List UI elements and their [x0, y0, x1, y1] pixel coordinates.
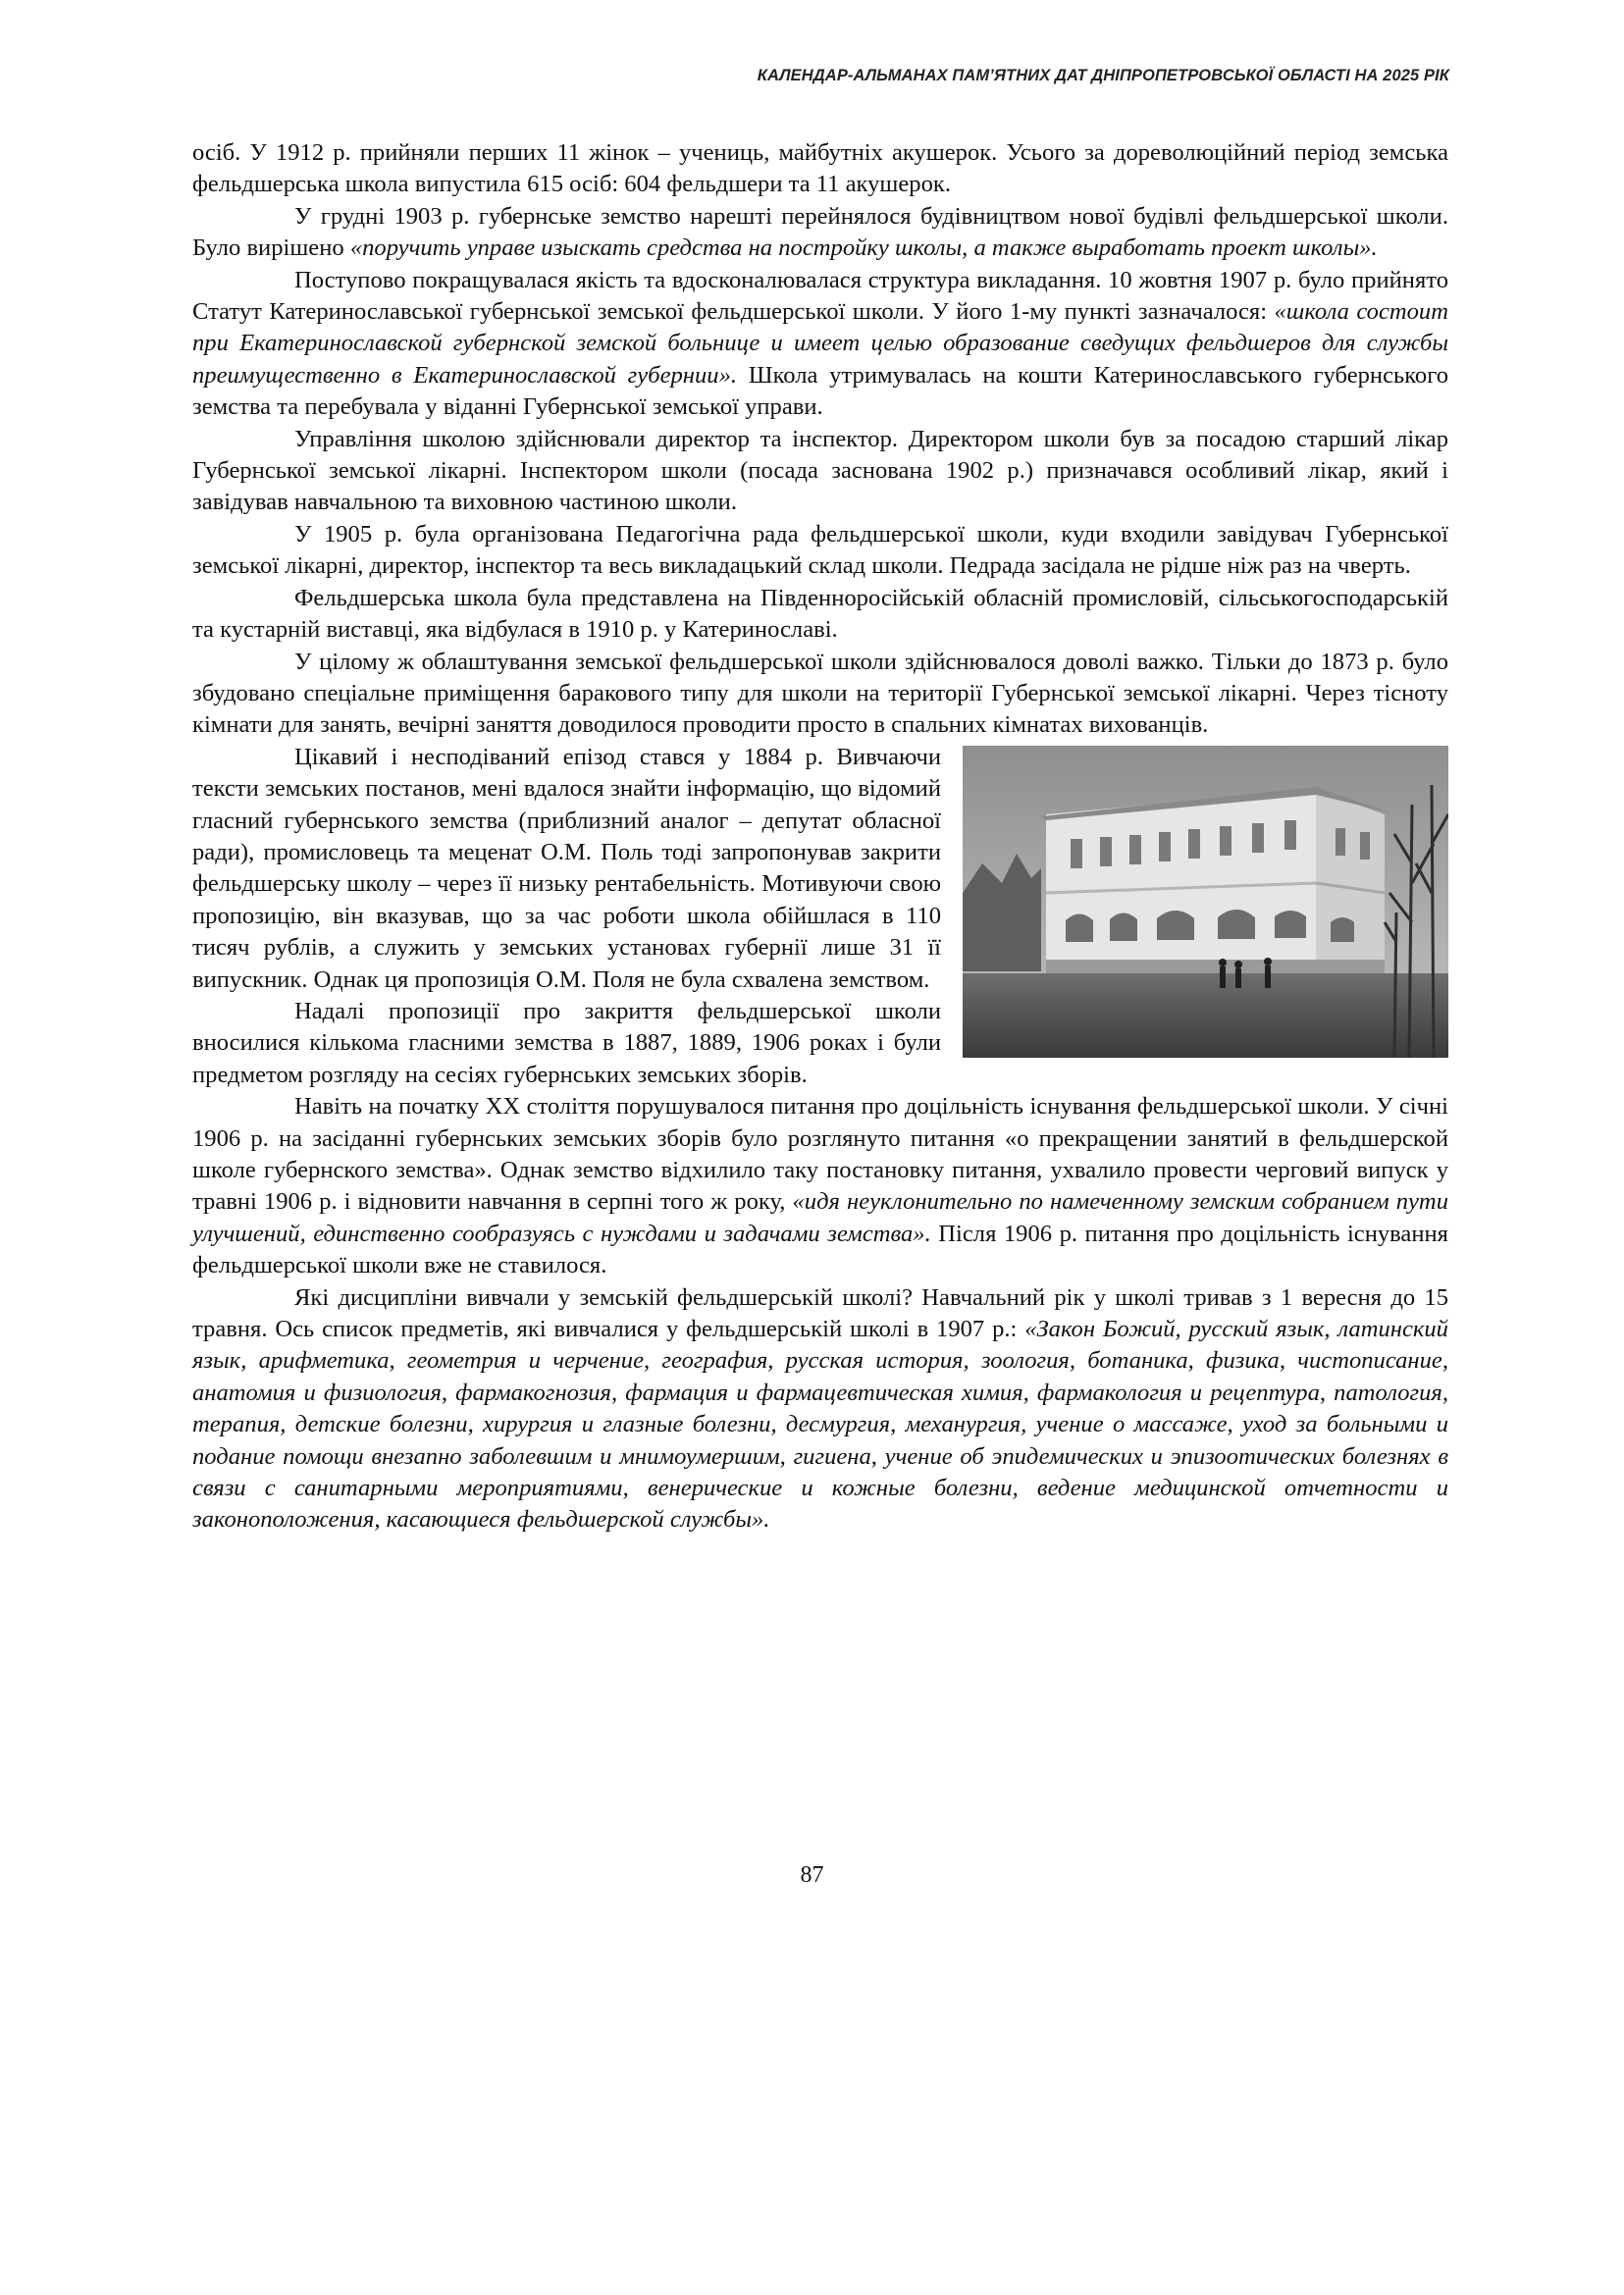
paragraph-6: Фельдшерська школа була представлена на Південноросійській обласній промисловій, сільськогосподарській та кустарній виставці, яка відбулася в 1910 р. у Катеринославі.: [192, 584, 1448, 644]
paragraph-5: У 1905 р. була організована Педагогічна рада фельдшерської школи, куди входили завідувач Губернської земської лікарні, директор, інспектор та весь викладацький склад школи. Педрада засідала не рідше ніж раз на чверть.: [192, 520, 1448, 580]
paragraph-2-quote: «поручить управе изыскать средства на постройку школы, а также выработать проект школы».: [349, 235, 1378, 262]
paragraph-3: [192, 265, 1448, 424]
paragraph-4: Управління школою здійснювали директор та інспектор. Директором школи був за посадою старший лікар Губернської земської лікарні. Інспектором школи (посада заснована 1902 р.) призначався особливий лікар, який і завідував навчальною та виховною частиною школи.: [192, 425, 1448, 516]
paragraph-10-text-b: Після 1906 р. питання про доцільність існування фельдшерської школи вже не ставилося.: [192, 1220, 1448, 1279]
paragraph-10: [192, 1091, 1448, 1281]
paragraph-3-text-b: Школа утримувалась на кошти Катеринославського губернського земства та перебувала у віданні Губернської земської управи.: [192, 361, 1448, 421]
paragraph-11-quote: «Закон Божий, русский язык, латинский язык, арифметика, геометрия и черчение, география, русская история, зоология, ботаника, физика, чистописание, анатомия и физиология, фармакогнозия, фармация и фармацевтическая химия, фармакология и рецептура, патология, терапия, детские болезни, хирургия и глазные болезни, десмургия, механургия, учение о массаже, уход за больными и подание помощи внезапно заболевшим и мнимоумершим, гигиена, учение об эпидемических и эпизоотических болезнях в связи с санитарными мероприятиями, венерические и кожные болезни, ведение медицинской отчетности и законоположения, касающиеся фельдшерской службы».: [192, 1316, 1448, 1534]
paragraph-3-quote: «школа состоит при Екатеринославской губернской земской больнице и имеет целью образование сведущих фельдшеров для службы преимущественно в Екатеринославской губернии».: [192, 298, 1448, 389]
paragraph-10-quote: «идя неуклонительно по намеченному земским собранием пути улучшений, единственно сообразуясь с нуждами и задачами земства».: [192, 1188, 1448, 1247]
paragraph-7: У цілому ж облаштування земської фельдшерської школи здійснювалося доволі важко. Тільки до 1873 р. було збудовано спеціальне приміщення баракового типу для школи на території Губернської земської лікарні. Через тісноту кімнати для занять, вечірні заняття доводилося проводити просто в спальних кімнатах вихованців.: [192, 648, 1448, 739]
article-body: [192, 137, 1448, 1537]
paragraph-2: [192, 201, 1448, 265]
paragraph-9: Надалі пропозиції про закриття фельдшерської школи вносилися кількома гласними земства в 1887, 1889, 1906 роках і були предметом розгляду на сесіях губернських земських зборів.: [192, 997, 941, 1088]
paragraph-8: Цікавий і несподіваний епізод стався у 1884 р. Вивчаючи тексти земських постанов, мені вдалося знайти інформацію, що відомий гласний губернського земства (приблизний аналог – депутат обласної ради), промисловець та меценат О.М. Поль тоді запропонував закрити фельдшерську школу – через її низьку рентабельність. Мотивуючи свою пропозицію, він вказував, що за час роботи школа обійшлася в 110 тисяч рублів, а служить у земських установах губернії лише 31 її випускник. Однак ця пропозиція О.М. Поля не була схвалена земством.: [192, 743, 941, 993]
paragraph-3-text-a: Поступово покращувалася якість та вдосконалювалася структура викладання. 10 жовтня 1907 р. було прийнято Статут Катеринославської губернської земської фельдшерської школи. У його 1-му пункті зазначалося:: [192, 266, 1448, 326]
paragraph-11-text: Які дисципліни вивчали у земській фельдшерській школі? Навчальний рік у школі тривав з 1 вересня до 15 травня. Ось список предметів, які вивчалися у фельдшерській школі в 1907 р.:: [192, 1283, 1448, 1343]
paragraph-11: [192, 1282, 1448, 1537]
running-header: КАЛЕНДАР-АЛЬМАНАХ ПАМ’ЯТНИХ ДАТ ДНІПРОПЕТРОВСЬКОЇ ОБЛАСТІ НА 2025 РІК: [757, 67, 1449, 84]
paragraph-10-text-a: Навіть на початку ХХ століття порушувалося питання про доцільність існування фельдшерської школи. У січні 1906 р. на засіданні губернських земських зборів було розглянуто питання «о прекращении занятий в фельдшерской школе губернского земства». Однак земство відхилило таку постановку питання, ухвалило провести черговий випуск у травні 1906 р. і відновити навчання в серпні того ж року,: [192, 1093, 1448, 1216]
paragraph-2-text: У грудні 1903 р. губернське земство нарешті перейнялося будівництвом нової будівлі фельдшерської школи. Було вирішено: [192, 202, 1448, 262]
school-building-photo: [963, 746, 1448, 1058]
page-number: 87: [800, 1862, 824, 1888]
paragraph-1: осіб. У 1912 р. прийняли перших 11 жінок – учениць, майбутніх акушерок. Усього за дореволюційний період земська фельдшерська школа випустила 615 осіб: 604 фельдшери та 11 акушерок.: [192, 139, 1448, 198]
